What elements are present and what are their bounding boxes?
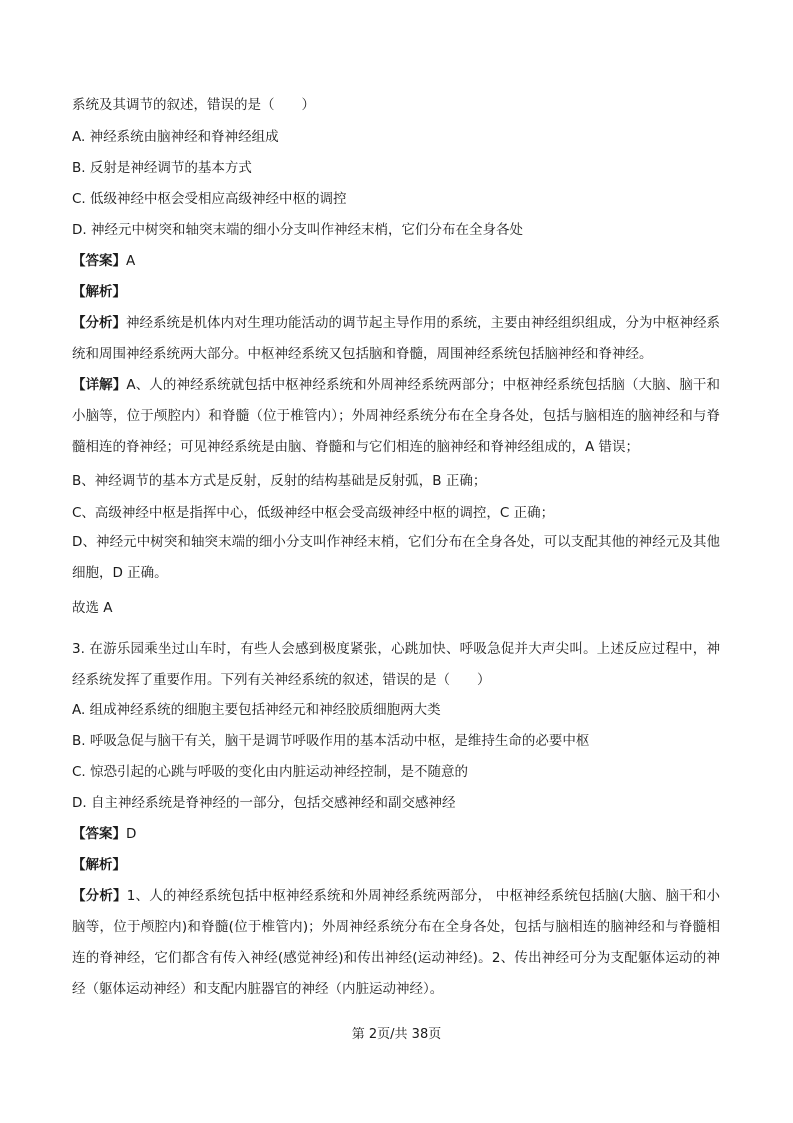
q2-analysis-heading [72,282,126,302]
q2-detail-c: C、高级神经中枢是指挥中心，低级神经中枢会受高级神经中枢的调控，C 正确； [72,505,555,521]
q3-fenxi-tag: 【分析】 [72,888,127,904]
q2-conclusion: 故选 A [72,600,113,616]
q3-option-a: A. 组成神经系统的细胞主要包括神经元和神经胶质细胞两大类 [72,702,441,718]
q2-option-b: B. 反射是神经调节的基本方式 [72,160,252,176]
q2-answer-tag: 【答案】 [72,253,126,269]
q2-xiangjie-text: A、人的神经系统就包括中枢神经系统和外周神经系统两部分；中枢神经系统包括脑（大脑、脑干和小脑等，位于颅腔内）和脊髓（位于椎管内）；外周神经系统分布在全身各处，包括与脑相连的脑神经和与脊髓相连的脊神经；可见神经系统是由脑、脊髓和与它们相连的脑神经和脊神经组成的，A 错误； [72,377,721,455]
q2-detail-d: D、神经元中树突和轴突末端的细小分支叫作神经末梢，它们分布在全身各处，可以支配其他的神经元及其他细胞，D 正确。 [72,534,720,581]
q3-option-b: B. 呼吸急促与脑干有关，脑干是调节呼吸作用的基本活动中枢，是维持生命的必要中枢 [72,733,590,749]
q2-stem-tail: 系统及其调节的叙述，错误的是（ ） [72,97,315,113]
q2-option-c: C. 低级神经中枢会受相应高级神经中枢的调控 [72,191,347,207]
q3-option-c: C. 惊恐引起的心跳与呼吸的变化由内脏运动神经控制，是不随意的 [72,764,469,780]
q3-fenxi [72,881,720,1005]
q3-analysis-tag: 【解析】 [72,857,126,873]
q2-fenxi-tag: 【分析】 [72,315,126,331]
q3-fenxi-text: 1、人的神经系统包括中枢神经系统和外周神经系统两部分， 中枢神经系统包括脑(大脑、脑干和小脑等，位于颅腔内)和脊髓(位于椎管内)；外周神经系统分布在全身各处，包括与脑相连的脑神经和与脊髓相连的脊神经，它们都含有传入神经(感觉神经)和传出神经(运动神经)。2、传出神经可分为支配躯体运动的神经（躯体运动神经）和支配内脏器官的神经（内脏运动神经）。 [72,888,721,997]
q2-xiangjie-tag: 【详解】 [72,377,127,393]
q2-option-d: D. 神经元中树突和轴突末端的细小分支叫作神经末梢，它们分布在全身各处 [72,222,523,238]
q2-xiangjie [72,370,720,463]
page-footer: 第 2页/共 38页 [351,1027,442,1042]
q2-analysis-tag: 【解析】 [72,284,126,300]
q2-option-a: A. 神经系统由脑神经和脊神经组成 [72,129,279,145]
q3-answer-tag: 【答案】 [72,826,126,842]
q2-fenxi-text: 神经系统是机体内对生理功能活动的调节起主导作用的系统，主要由神经组织组成，分为中枢神经系统和周围神经系统两大部分。中枢神经系统又包括脑和脊髓，周围神经系统包括脑神经和脊神经。 [72,315,720,362]
q2-fenxi [72,308,720,370]
q3-analysis-heading [72,855,126,875]
q2-answer-value: A [126,253,136,269]
q3-stem: 3. 在游乐园乘坐过山车时，有些人会感到极度紧张，心跳加快、呼吸急促并大声尖叫。上述反应过程中，神经系统发挥了重要作用。下列有关神经系统的叙述，错误的是（ ） [72,641,720,688]
q3-answer [72,824,136,844]
q2-answer [72,251,135,271]
q2-detail-b: B、神经调节的基本方式是反射，反射的结构基础是反射弧，B 正确； [72,473,487,489]
q3-option-d: D. 自主神经系统是脊神经的一部分，包括交感神经和副交感神经 [72,795,456,811]
q3-answer-value: D [126,826,137,842]
